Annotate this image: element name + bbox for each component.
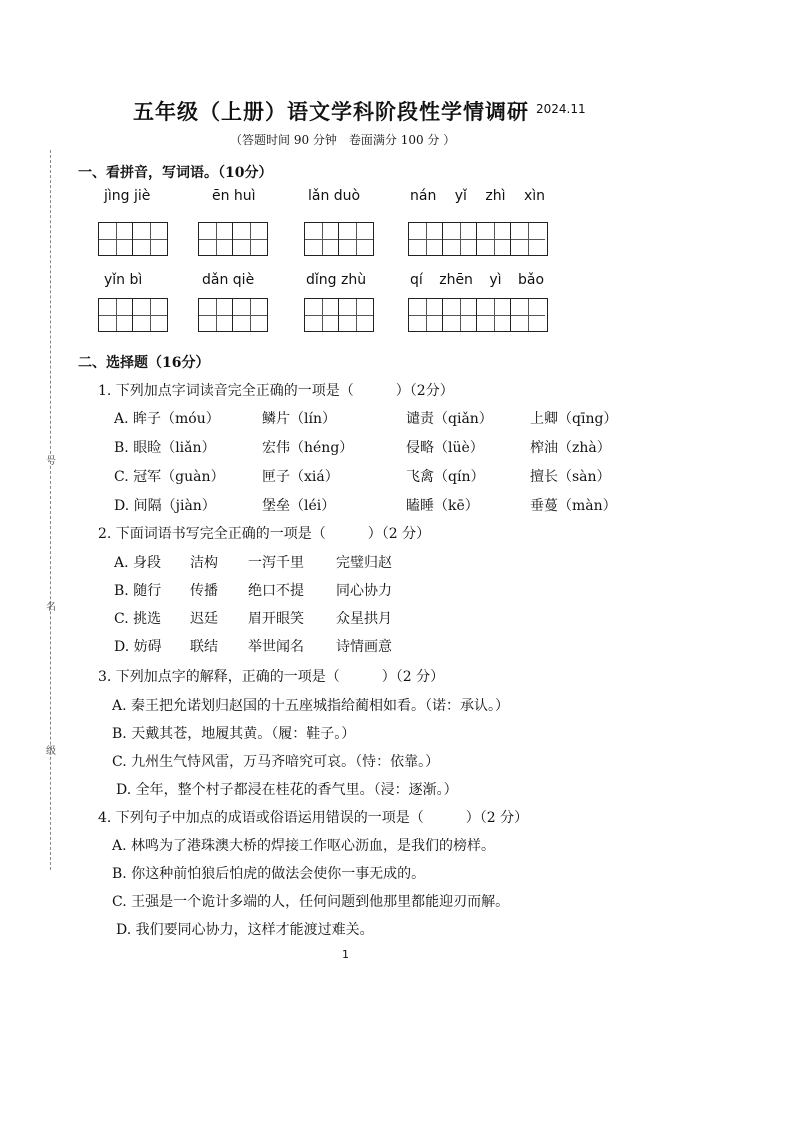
option-text: B. 天戴其苍，地履其黄。（履：鞋子。）: [112, 726, 356, 742]
question-stem: 1. 下列加点字词读音完全正确的一项是（ ）（2分）: [98, 383, 454, 399]
pinyin-prompt: qí zhēn yì bǎo: [410, 272, 545, 288]
pinyin-prompt: yǐn bì: [104, 272, 143, 288]
pinyin-prompt: dǐng zhù: [306, 272, 367, 288]
option-text: 传播: [190, 583, 218, 599]
option-text: 绝口不提: [248, 583, 304, 599]
option-text: 完璧归赵: [336, 555, 392, 571]
option-text: 一泻千里: [248, 555, 304, 571]
option-text: C. 王强是一个诡计多端的人，任何问题到他那里都能迎刃而解。: [112, 894, 510, 910]
option-text: D. 间隔（jiàn）: [114, 498, 216, 514]
option-text: 谴责（qiǎn）: [406, 411, 493, 427]
option-text: 榨油（zhà）: [530, 440, 611, 456]
option-text: 举世闻名: [248, 639, 304, 655]
option-text: B. 随行: [114, 583, 162, 599]
option-text: B. 你这种前怕狼后怕虎的做法会使你一事无成的。: [112, 866, 426, 882]
question-stem: 3. 下列加点字的解释，正确的一项是（ ）（2 分）: [98, 669, 445, 685]
page-title: 五年级（上册）语文学科阶段性学情调研: [133, 99, 529, 124]
option-text: 瞌睡（kē）: [406, 498, 479, 514]
exam-subtitle: （答题时间 90 分钟 卷面满分 100 分 ）: [230, 133, 456, 147]
option-text: D. 我们要同心协力，这样才能渡过难关。: [116, 922, 374, 938]
option-text: 匣子（xiá）: [262, 469, 339, 485]
pinyin-prompt: ēn huì: [212, 188, 256, 204]
question-stem: 4. 下列句子中加点的成语或俗语运用错误的一项是（ ）（2 分）: [98, 810, 529, 826]
binding-line: [50, 150, 51, 870]
writing-grid[interactable]: [98, 222, 168, 256]
option-text: 洁构: [190, 555, 218, 571]
option-text: C. 九州生气恃风雷，万马齐喑究可哀。（恃：依靠。）: [112, 754, 440, 770]
question-stem: 2. 下面词语书写完全正确的一项是（ ）（2 分）: [98, 526, 431, 542]
pinyin-prompt: jìng jiè: [104, 188, 151, 204]
option-text: 侵略（lüè）: [406, 440, 484, 456]
option-text: 联结: [190, 639, 218, 655]
option-text: A. 眸子（móu）: [114, 411, 220, 427]
page-number: 1: [342, 948, 349, 961]
binding-mark: 名: [46, 602, 56, 613]
option-text: A. 身段: [114, 555, 162, 571]
section2-heading: 二、选择题（16分）: [78, 355, 210, 371]
pinyin-prompt: lǎn duò: [308, 188, 361, 204]
section1-heading: 一、看拼音，写词语。（10分）: [78, 165, 273, 181]
option-text: 诗情画意: [336, 639, 392, 655]
option-text: 鳞片（lín）: [262, 411, 336, 427]
option-text: D. 妨碍: [114, 639, 162, 655]
writing-grid[interactable]: [98, 298, 168, 332]
pinyin-prompt: nán yǐ zhì xìn: [410, 188, 546, 204]
writing-grid[interactable]: [198, 222, 268, 256]
option-text: 垂蔓（màn）: [530, 498, 617, 514]
writing-grid[interactable]: [408, 222, 548, 256]
pinyin-prompt: dǎn qiè: [202, 272, 255, 288]
option-text: D. 全年，整个村子都浸在桂花的香气里。（浸：逐渐。）: [116, 782, 458, 798]
option-text: C. 挑选: [114, 611, 162, 627]
option-text: 宏伟（héng）: [262, 440, 354, 456]
option-text: 飞禽（qín）: [406, 469, 485, 485]
writing-grid[interactable]: [304, 298, 374, 332]
option-text: B. 眼睑（liǎn）: [114, 440, 216, 456]
option-text: A. 林鸣为了港珠澳大桥的焊接工作呕心沥血，是我们的榜样。: [112, 838, 496, 854]
binding-mark: 号: [46, 456, 56, 467]
option-text: 眉开眼笑: [248, 611, 304, 627]
option-text: 上卿（qīng）: [530, 411, 618, 427]
writing-grid[interactable]: [408, 298, 548, 332]
option-text: 众星拱月: [336, 611, 392, 627]
option-text: 堡垒（léi）: [262, 498, 336, 514]
exam-date: 2024.11: [536, 102, 586, 116]
option-text: 同心协力: [336, 583, 392, 599]
writing-grid[interactable]: [304, 222, 374, 256]
option-text: C. 冠军（guàn）: [114, 469, 225, 485]
binding-mark: 级: [46, 746, 56, 757]
option-text: 擅长（sàn）: [530, 469, 611, 485]
option-text: A. 秦王把允诺划归赵国的十五座城指给蔺相如看。（诺：承认。）: [112, 698, 510, 714]
option-text: 迟廷: [190, 611, 218, 627]
writing-grid[interactable]: [198, 298, 268, 332]
